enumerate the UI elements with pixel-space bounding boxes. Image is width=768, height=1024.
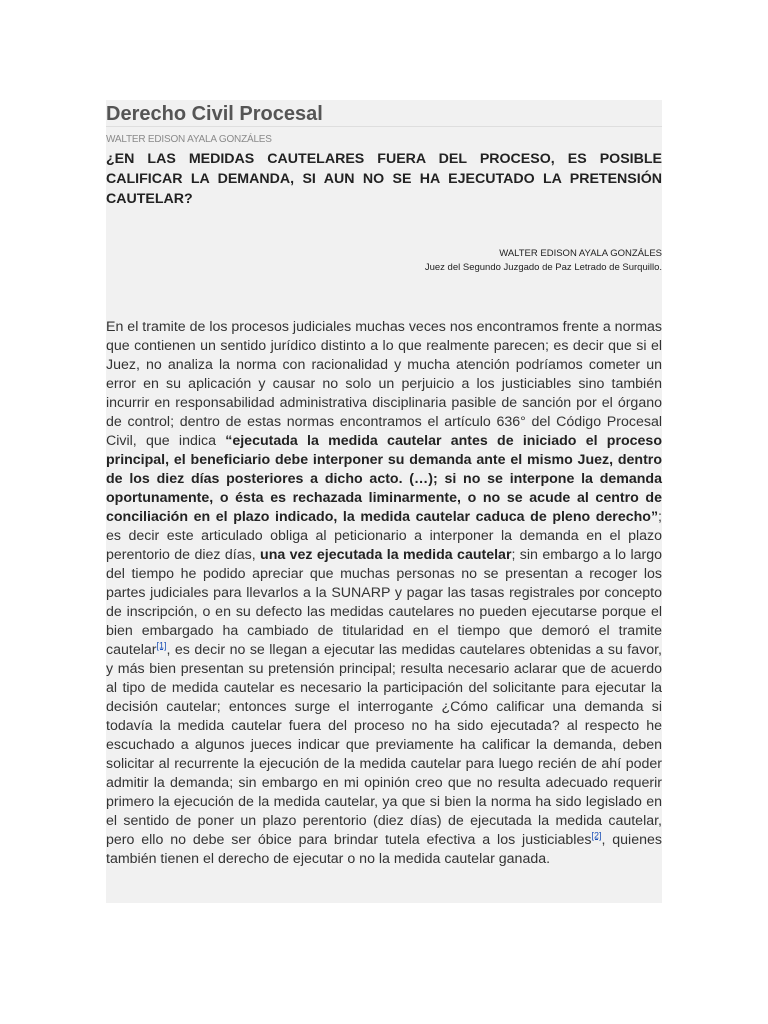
document-page (106, 100, 662, 903)
body-text-5: , quienes también tienen el derecho de ejecutar o no la medida cautelar ganada. (106, 832, 662, 867)
author-name-top: WALTER EDISON AYALA GONZÁLES (106, 134, 272, 145)
article-headline: ¿EN LAS MEDIDAS CAUTELARES FUERA DEL PROCESO, ES POSIBLE CALIFICAR LA DEMANDA, SI AUN NO SE HA EJECUTADO LA PRETENSIÓN CAUTELAR? (106, 151, 662, 207)
blog-title: Derecho Civil Procesal (106, 103, 323, 125)
title-divider (106, 126, 662, 127)
footnote-link-2[interactable]: [2] (591, 830, 602, 841)
signature-name: WALTER EDISON AYALA GONZÁLES (499, 248, 662, 259)
body-text-4: , es decir no se llegan a ejecutar las medidas cautelares obtenidas a su favor, y más bien presentan su pretensión principal; resulta necesario aclarar que de acuerdo al tipo de medida cautelar es necesario la participación del solicitante para ejecutar la decisión cautelar; entonces surge el interrogante ¿Cómo calificar una demanda si todavía la medida cautelar fuera del proceso no ha sido ejecutada? al respecto he escuchado a algunos jueces indicar que previamente ha calificar la demanda, deben solicitar al recurrente la ejecución de la medida cautelar para luego recién de ahí poder admitir la demanda; sin embargo en mi opinión creo que no resulta adecuado requerir primero la ejecución de la medida cautelar, ya que si bien la norma ha sido legislado en el sentido de poner un plazo perentorio (diez días) de ejecutada la medida cautelar, pero ello no debe ser óbice para brindar tutela efectiva a los justiciables (106, 642, 662, 848)
bold-phrase: una vez ejecutada la medida cautelar (260, 547, 512, 563)
body-text-3: ; sin embargo a lo largo del tiempo he podido apreciar que muchas personas no se presentan a recoger los partes judiciales para llevarlos a la SUNARP y pagar las tasas registrales por concepto de inscripción, o en su defecto las medidas cautelares no pueden ejecutarse porque el bien embargado ha cambiado de titularidad en el tiempo que demoró el tramite cautelar (106, 547, 662, 658)
signature-role: Juez del Segundo Juzgado de Paz Letrado de Surquillo. (424, 262, 662, 273)
body-text-1: En el tramite de los procesos judiciales muchas veces nos encontramos frente a normas que contienen un sentido jurídico distinto a lo que realmente parecen; es decir que si el Juez, no analiza la norma con racionalidad y mucha atención podríamos cometer un error en su aplicación y causar no solo un perjuicio a los justiciables sino también incurrir en responsabilidad administrativa disciplinaria pasible de sanción por el órgano de control; dentro de estas normas encontramos el artículo 636° del Código Procesal Civil, que indica (106, 319, 662, 449)
article-body (106, 318, 662, 869)
quoted-article: “ejecutada la medida cautelar antes de iniciado el proceso principal, el beneficiario debe interponer su demanda ante el mismo Juez, dentro de los diez días posteriores a dicho acto. (…); si no se interpone la demanda oportunamente, o ésta es rechazada liminarmente, o no se acude al centro de conciliación en el plazo indicado, la medida cautelar caduca de pleno derecho” (106, 433, 662, 525)
footnote-link-1[interactable]: [1] (156, 640, 167, 651)
author-signature (106, 247, 662, 275)
body-text-2: ; es decir este articulado obliga al peticionario a interponer la demanda en el plazo perentorio de diez días, (106, 509, 662, 563)
